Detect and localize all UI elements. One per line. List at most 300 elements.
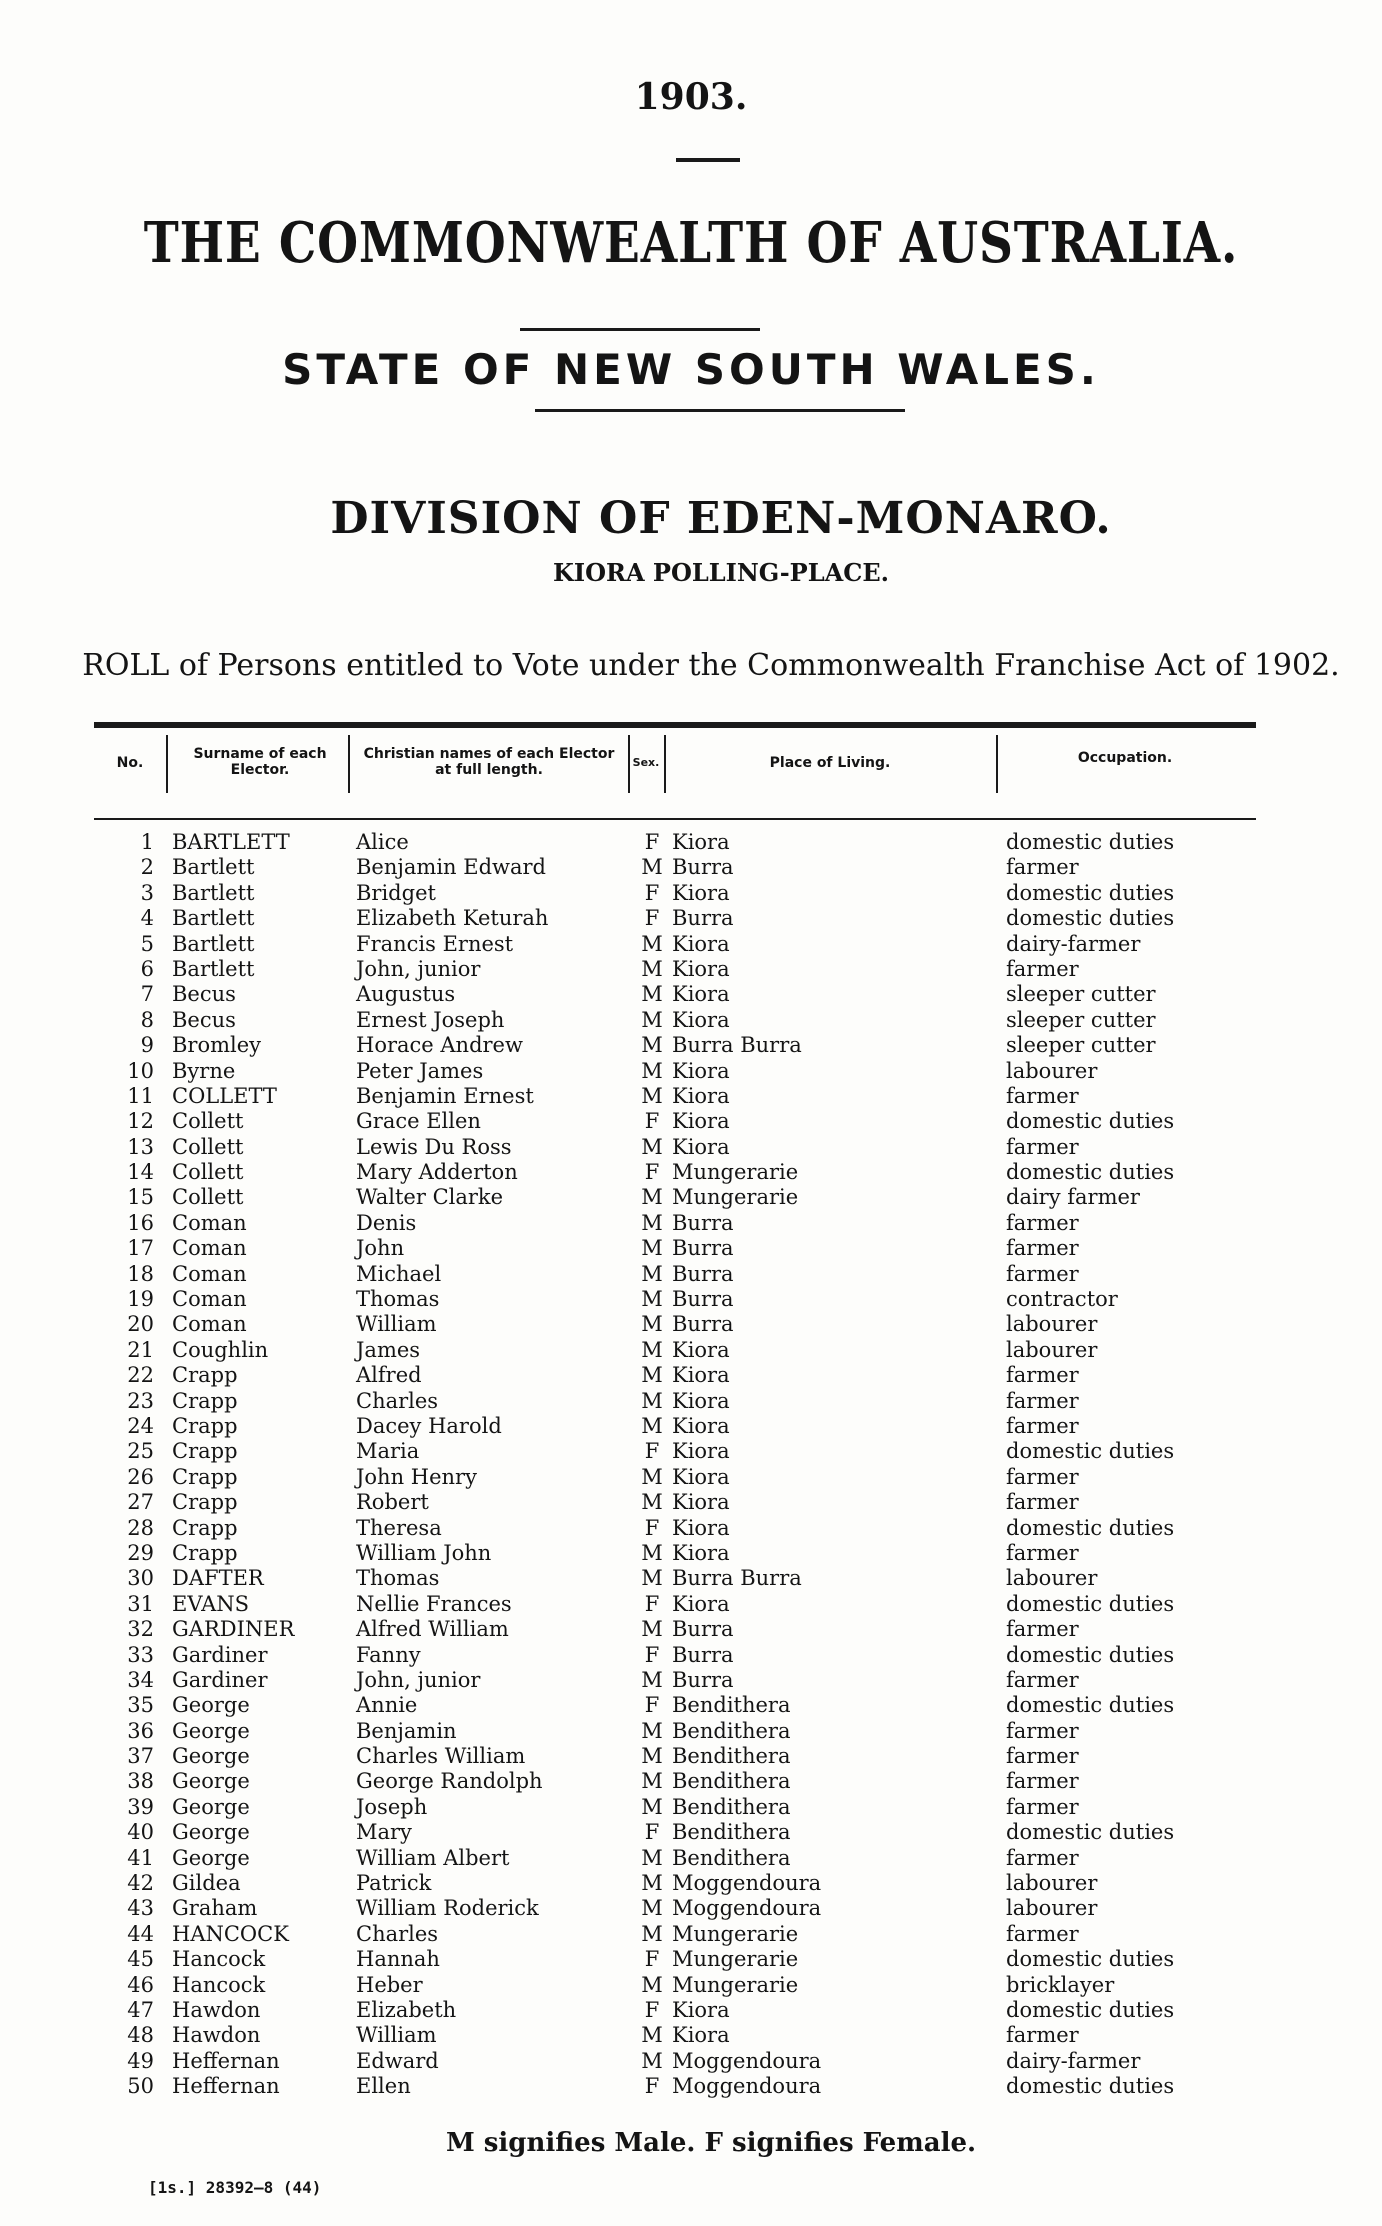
column-divider [166,735,168,793]
elector-christian-names: John [356,1236,405,1261]
elector-sex: M [641,1337,663,1362]
elector-place: Kiora [672,931,730,956]
elector-sex: M [641,1185,663,1210]
elector-occupation: farmer [1006,1718,1079,1743]
elector-christian-names: George Randolph [356,1769,543,1794]
elector-sex: M [641,1007,663,1032]
elector-christian-names: Charles William [356,1744,526,1769]
elector-christian-names: Charles [356,1388,439,1413]
table-row [0,982,1382,1007]
elector-place: Bendithera [672,1744,791,1769]
table-row [0,1643,1382,1668]
elector-occupation: contractor [1006,1287,1118,1312]
elector-occupation: farmer [1006,1540,1079,1565]
elector-occupation: domestic duties [1006,906,1175,931]
elector-number: 44 [127,1921,154,1946]
table-row [0,1744,1382,1769]
elector-occupation: farmer [1006,1261,1079,1286]
elector-christian-names: William [356,2023,437,2048]
header-christian-names: Christian names of each Elector at full length. [363,746,615,778]
elector-occupation: farmer [1006,1921,1079,1946]
table-row [0,1947,1382,1972]
elector-surname: EVANS [172,1591,249,1616]
elector-surname: Heffernan [172,2074,280,2099]
elector-place: Burra Burra [672,1566,802,1591]
elector-sex: M [641,1540,663,1565]
table-row [0,1135,1382,1160]
elector-sex: M [641,1845,663,1870]
elector-number: 30 [127,1566,154,1591]
elector-christian-names: William John [356,1540,492,1565]
elector-number: 17 [127,1236,154,1261]
elector-place: Kiora [672,1109,730,1134]
elector-place: Burra [672,1210,734,1235]
elector-surname: Hancock [172,1947,266,1972]
table-row [0,2023,1382,2048]
elector-christian-names: William Roderick [356,1896,539,1921]
elector-christian-names: Dacey Harold [356,1413,502,1438]
elector-number: 35 [127,1693,154,1718]
elector-number: 25 [127,1439,154,1464]
elector-surname: Bartlett [172,931,255,956]
table-row [0,1033,1382,1058]
elector-sex: M [641,1566,663,1591]
elector-surname: BARTLETT [172,830,290,854]
elector-surname: Coman [172,1261,247,1286]
sex-legend: M signifies Male. F signifies Female. [445,2128,977,2158]
elector-occupation: labourer [1006,1566,1098,1591]
elector-occupation: domestic duties [1006,1693,1175,1718]
elector-christian-names: John, junior [356,1667,481,1692]
elector-number: 12 [127,1109,154,1134]
elector-place: Burra [672,1261,734,1286]
header-place: Place of Living. [769,755,891,771]
elector-number: 31 [127,1591,154,1616]
elector-surname: COLLETT [172,1083,277,1108]
table-row [0,1084,1382,1109]
elector-place: Kiora [672,1007,730,1032]
elector-christian-names: William [356,1312,437,1337]
elector-number: 5 [140,931,154,956]
table-row [0,1719,1382,1744]
elector-christian-names: Elizabeth [356,1997,457,2022]
elector-sex: M [641,1490,663,1515]
table-row [0,1617,1382,1642]
elector-sex: M [641,2023,663,2048]
elector-surname: Bromley [172,1033,262,1058]
elector-christian-names: Maria [356,1439,420,1464]
elector-number: 50 [127,2074,154,2099]
elector-sex: M [641,1921,663,1946]
elector-sex: F [644,880,660,905]
state-heading: STATE OF NEW SOUTH WALES. [282,345,1100,394]
elector-sex: M [641,1871,663,1896]
table-row [0,1896,1382,1921]
elector-occupation: domestic duties [1006,1947,1175,1972]
table-row [0,2074,1382,2099]
elector-place: Mungerarie [672,1921,799,1946]
elector-christian-names: Augustus [356,982,456,1007]
header-sex: Sex. [632,756,660,769]
elector-sex: M [641,1769,663,1794]
elector-sex: M [641,1718,663,1743]
elector-surname: Heffernan [172,2048,280,2073]
elector-christian-names: Nellie Frances [356,1591,512,1616]
elector-surname: Crapp [172,1363,238,1388]
elector-place: Moggendoura [672,2048,822,2073]
elector-surname: Becus [172,982,236,1007]
elector-number: 40 [127,1820,154,1845]
elector-surname: Coman [172,1312,247,1337]
elector-list [0,830,1382,2100]
elector-sex: M [641,1287,663,1312]
elector-occupation: domestic duties [1006,1591,1175,1616]
elector-sex: F [644,906,660,931]
elector-number: 18 [127,1261,154,1286]
table-row [0,1871,1382,1896]
elector-christian-names: Fanny [356,1642,421,1667]
elector-occupation: domestic duties [1006,1439,1175,1464]
elector-surname: George [172,1693,250,1718]
elector-place: Kiora [672,1591,730,1616]
elector-christian-names: Patrick [356,1871,432,1896]
elector-place: Kiora [672,956,730,981]
header-surname: Surname of each Elector. [193,746,327,778]
elector-christian-names: Ellen [356,2074,411,2099]
elector-sex: M [641,1261,663,1286]
elector-surname: Crapp [172,1515,238,1540]
elector-occupation: bricklayer [1006,1972,1115,1997]
elector-number: 24 [127,1413,154,1438]
elector-number: 23 [127,1388,154,1413]
elector-number: 48 [127,2023,154,2048]
elector-place: Bendithera [672,1769,791,1794]
header-no: No. [116,755,144,771]
elector-number: 41 [127,1845,154,1870]
table-row [0,1160,1382,1185]
elector-occupation: farmer [1006,1464,1079,1489]
table-row [0,1211,1382,1236]
elector-number: 32 [127,1617,154,1642]
elector-number: 38 [127,1769,154,1794]
table-row [0,1262,1382,1287]
elector-surname: Hawdon [172,2023,261,2048]
elector-surname: Byrne [172,1058,236,1083]
state-underline [535,409,905,412]
elector-sex: M [641,1033,663,1058]
elector-sex: F [644,1439,660,1464]
elector-surname: Crapp [172,1413,238,1438]
elector-sex: F [644,1591,660,1616]
elector-occupation: farmer [1006,1667,1079,1692]
elector-christian-names: Mary Adderton [356,1160,518,1185]
elector-number: 13 [127,1134,154,1159]
elector-number: 8 [140,1007,154,1032]
elector-occupation: labourer [1006,1337,1098,1362]
elector-occupation: domestic duties [1006,1109,1175,1134]
elector-christian-names: Grace Ellen [356,1109,481,1134]
elector-sex: F [644,1642,660,1667]
elector-sex: M [641,956,663,981]
elector-christian-names: Benjamin Edward [356,855,546,880]
elector-surname: Coman [172,1210,247,1235]
elector-sex: M [641,1794,663,1819]
elector-sex: M [641,1896,663,1921]
elector-place: Burra [672,906,734,931]
elector-place: Burra [672,1287,734,1312]
elector-occupation: farmer [1006,1769,1079,1794]
elector-sex: M [641,1312,663,1337]
elector-christian-names: Edward [356,2048,439,2073]
table-row [0,1846,1382,1871]
elector-number: 37 [127,1744,154,1769]
elector-occupation: labourer [1006,1312,1098,1337]
elector-number: 29 [127,1540,154,1565]
elector-surname: HANCOCK [172,1921,289,1946]
elector-place: Mungerarie [672,1185,799,1210]
elector-sex: M [641,1972,663,1997]
elector-surname: Collett [172,1109,244,1134]
table-row [0,881,1382,906]
elector-occupation: dairy farmer [1006,1185,1140,1210]
elector-place: Kiora [672,1083,730,1108]
elector-number: 45 [127,1947,154,1972]
elector-sex: M [641,1744,663,1769]
table-row [0,1566,1382,1591]
elector-christian-names: Michael [356,1261,442,1286]
elector-number: 3 [140,880,154,905]
elector-number: 7 [140,982,154,1007]
elector-christian-names: Walter Clarke [356,1185,504,1210]
elector-place: Kiora [672,1388,730,1413]
elector-occupation: domestic duties [1006,880,1175,905]
elector-occupation: farmer [1006,1617,1079,1642]
table-row [0,1973,1382,1998]
elector-surname: George [172,1718,250,1743]
elector-sex: M [641,1617,663,1642]
elector-christian-names: Ernest Joseph [356,1007,505,1032]
elector-christian-names: Joseph [356,1794,428,1819]
elector-christian-names: Benjamin Ernest [356,1083,534,1108]
elector-sex: M [641,931,663,956]
elector-place: Mungerarie [672,1947,799,1972]
table-row [0,1414,1382,1439]
elector-occupation: sleeper cutter [1006,1033,1156,1058]
elector-place: Moggendoura [672,1871,822,1896]
elector-sex: F [644,1109,660,1134]
elector-sex: F [644,2074,660,2099]
table-row [0,1465,1382,1490]
elector-christian-names: Bridget [356,880,436,905]
elector-place: Kiora [672,1490,730,1515]
print-reference: [1s.] 28392—8 (44) [148,2178,322,2197]
column-divider [348,735,350,793]
elector-christian-names: Annie [356,1693,418,1718]
table-row [0,1439,1382,1464]
elector-surname: George [172,1845,250,1870]
elector-christian-names: Thomas [356,1287,440,1312]
elector-place: Kiora [672,1337,730,1362]
elector-occupation: sleeper cutter [1006,1007,1156,1032]
elector-surname: Hancock [172,1972,266,1997]
elector-place: Burra [672,855,734,880]
table-row [0,1795,1382,1820]
elector-sex: M [641,982,663,1007]
elector-surname: George [172,1820,250,1845]
elector-place: Burra Burra [672,1033,802,1058]
elector-number: 47 [127,1997,154,2022]
elector-christian-names: Benjamin [356,1718,457,1743]
elector-sex: M [641,2048,663,2073]
table-row [0,1490,1382,1515]
table-row [0,1338,1382,1363]
elector-place: Moggendoura [672,2074,822,2099]
elector-place: Kiora [672,2023,730,2048]
elector-christian-names: Theresa [356,1515,442,1540]
elector-surname: Collett [172,1160,244,1185]
elector-occupation: farmer [1006,1388,1079,1413]
table-row [0,1541,1382,1566]
elector-place: Kiora [672,880,730,905]
elector-surname: Coman [172,1236,247,1261]
table-row [0,1922,1382,1947]
elector-occupation: domestic duties [1006,830,1175,854]
elector-occupation: farmer [1006,2023,1079,2048]
elector-place: Burra [672,1642,734,1667]
table-row [0,1516,1382,1541]
elector-christian-names: James [356,1337,421,1362]
table-row [0,1109,1382,1134]
year-rule [676,158,740,162]
elector-occupation: farmer [1006,1210,1079,1235]
elector-number: 28 [127,1515,154,1540]
elector-occupation: farmer [1006,1363,1079,1388]
elector-place: Burra [672,1312,734,1337]
elector-sex: M [641,1363,663,1388]
elector-surname: Bartlett [172,880,255,905]
elector-place: Bendithera [672,1718,791,1743]
table-header-rule [94,818,1256,820]
elector-sex: F [644,830,660,854]
elector-christian-names: Elizabeth Keturah [356,906,549,931]
elector-occupation: farmer [1006,1744,1079,1769]
elector-place: Kiora [672,1515,730,1540]
elector-occupation: labourer [1006,1871,1098,1896]
elector-christian-names: John, junior [356,956,481,981]
elector-sex: M [641,1236,663,1261]
elector-number: 4 [140,906,154,931]
elector-place: Kiora [672,1439,730,1464]
elector-place: Kiora [672,1134,730,1159]
table-row [0,1592,1382,1617]
elector-sex: M [641,1667,663,1692]
elector-place: Burra [672,1617,734,1642]
elector-number: 42 [127,1871,154,1896]
elector-number: 15 [127,1185,154,1210]
elector-number: 34 [127,1667,154,1692]
elector-place: Mungerarie [672,1972,799,1997]
elector-christian-names: Thomas [356,1566,440,1591]
elector-number: 20 [127,1312,154,1337]
table-row [0,1998,1382,2023]
elector-occupation: dairy-farmer [1006,2048,1141,2073]
column-divider [996,735,998,793]
elector-christian-names: William Albert [356,1845,510,1870]
elector-christian-names: Peter James [356,1058,484,1083]
table-row [0,906,1382,931]
elector-christian-names: Horace Andrew [356,1033,523,1058]
elector-christian-names: Denis [356,1210,417,1235]
table-row [0,855,1382,880]
elector-number: 26 [127,1464,154,1489]
header-occupation: Occupation. [1077,750,1173,766]
division-heading: DIVISION OF EDEN-MONARO. [330,493,1112,544]
elector-place: Kiora [672,982,730,1007]
table-top-rule [94,722,1256,728]
elector-place: Kiora [672,1540,730,1565]
elector-christian-names: Alice [356,830,409,854]
elector-surname: Bartlett [172,956,255,981]
elector-number: 49 [127,2048,154,2073]
elector-number: 21 [127,1337,154,1362]
elector-occupation: farmer [1006,1413,1079,1438]
elector-occupation: domestic duties [1006,1820,1175,1845]
elector-occupation: farmer [1006,1083,1079,1108]
elector-number: 10 [127,1058,154,1083]
table-row [0,1820,1382,1845]
elector-christian-names: Alfred [356,1363,422,1388]
elector-sex: M [641,855,663,880]
elector-sex: F [644,1820,660,1845]
table-row [0,1312,1382,1337]
elector-place: Burra [672,1236,734,1261]
elector-number: 33 [127,1642,154,1667]
elector-surname: Gardiner [172,1667,268,1692]
elector-surname: Crapp [172,1464,238,1489]
elector-place: Kiora [672,1997,730,2022]
elector-surname: GARDINER [172,1617,295,1642]
elector-occupation: sleeper cutter [1006,982,1156,1007]
elector-place: Bendithera [672,1820,791,1845]
table-row [0,1236,1382,1261]
document-title: THE COMMONWEALTH OF AUSTRALIA. [143,210,1239,276]
elector-christian-names: Charles [356,1921,439,1946]
elector-place: Mungerarie [672,1160,799,1185]
table-row [0,1693,1382,1718]
elector-number: 16 [127,1210,154,1235]
elector-sex: M [641,1058,663,1083]
elector-surname: Coman [172,1287,247,1312]
elector-surname: Gildea [172,1871,241,1896]
column-divider [664,735,666,793]
state-overline [520,328,760,331]
elector-surname: Crapp [172,1490,238,1515]
elector-sex: M [641,1083,663,1108]
elector-christian-names: Robert [356,1490,429,1515]
roll-title: ROLL of Persons entitled to Vote under the Commonwealth Franchise Act of 1902. [82,648,1340,683]
elector-christian-names: Heber [356,1972,423,1997]
elector-christian-names: Lewis Du Ross [356,1134,512,1159]
elector-sex: F [644,1515,660,1540]
elector-christian-names: Mary [356,1820,412,1845]
elector-surname: Crapp [172,1388,238,1413]
elector-occupation: domestic duties [1006,1997,1175,2022]
elector-sex: M [641,1134,663,1159]
elector-christian-names: Francis Ernest [356,931,514,956]
table-row [0,1059,1382,1084]
table-row [0,1363,1382,1388]
elector-surname: Hawdon [172,1997,261,2022]
